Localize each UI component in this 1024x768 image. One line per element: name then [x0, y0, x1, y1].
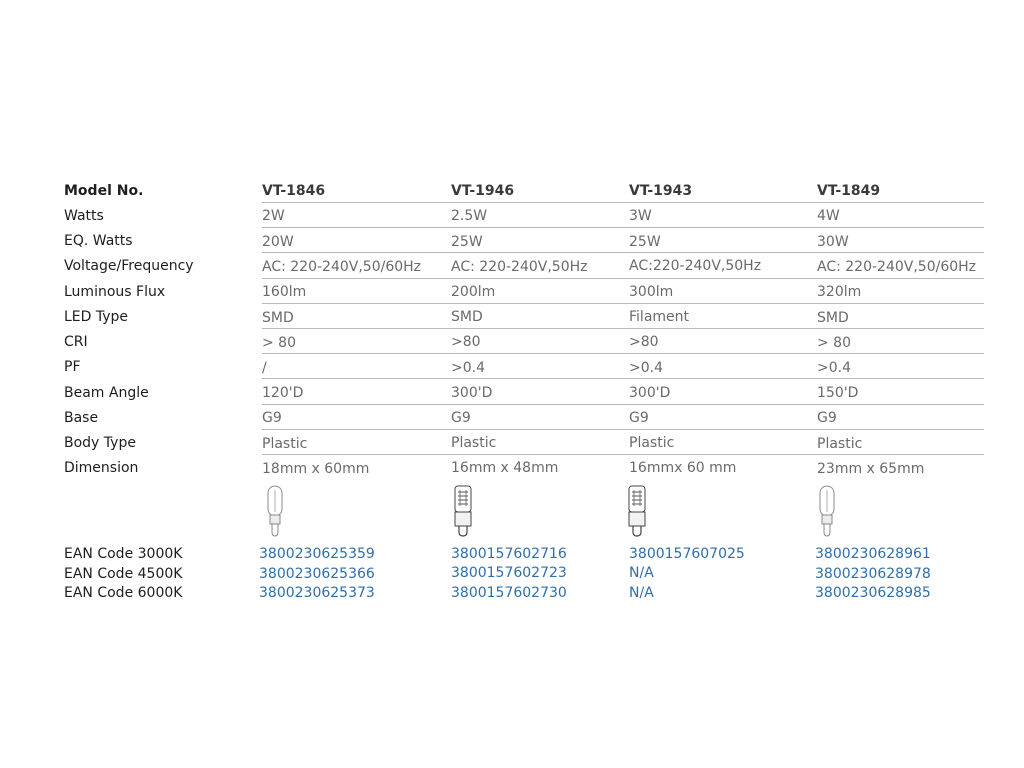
- spec-value: Plastic: [629, 435, 675, 451]
- spec-value: SMD: [262, 310, 294, 326]
- model-name: VT-1946: [451, 183, 515, 199]
- row-label-body-type: Body Type: [64, 435, 136, 451]
- row-divider: [262, 227, 984, 228]
- spec-value: 25W: [451, 234, 483, 250]
- model-no-label: Model No.: [64, 183, 144, 199]
- spec-value: /: [262, 360, 267, 376]
- spec-value: >80: [629, 334, 659, 350]
- ean-code: 3800157607025: [629, 546, 745, 562]
- ean-code: 3800230628985: [815, 585, 931, 601]
- spec-value: 4W: [817, 208, 840, 224]
- spec-value: G9: [817, 410, 837, 426]
- spec-value: 2.5W: [451, 208, 488, 224]
- ean-code: 3800157602716: [451, 546, 567, 562]
- spec-value: 30W: [817, 234, 849, 250]
- row-divider: [262, 252, 984, 253]
- row-label-pf: PF: [64, 359, 81, 375]
- row-divider: [262, 454, 984, 455]
- row-label-luminous-flux: Luminous Flux: [64, 284, 166, 300]
- spec-value: 300'D: [451, 385, 493, 401]
- ean-code: N/A: [629, 585, 654, 601]
- ean-label-6000k: EAN Code 6000K: [64, 585, 183, 601]
- model-name: VT-1846: [262, 183, 326, 199]
- model-name: VT-1943: [629, 183, 693, 199]
- spec-value: Filament: [629, 309, 690, 325]
- row-label-eq-watts: EQ. Watts: [64, 233, 133, 249]
- row-divider: [262, 202, 984, 203]
- ean-label-4500k: EAN Code 4500K: [64, 566, 183, 582]
- spec-value: 200lm: [451, 284, 496, 300]
- spec-value: 150'D: [817, 385, 859, 401]
- ean-code: 3800157602730: [451, 585, 567, 601]
- row-divider: [262, 404, 984, 405]
- row-label-watts: Watts: [64, 208, 104, 224]
- ean-code: 3800157602723: [451, 565, 567, 581]
- row-divider: [262, 378, 984, 379]
- spec-value: G9: [629, 410, 649, 426]
- spec-value: 2W: [262, 208, 285, 224]
- ean-code: N/A: [629, 565, 654, 581]
- ean-code: 3800230625373: [259, 585, 375, 601]
- spec-value: Plastic: [817, 436, 863, 452]
- spec-value: AC: 220-240V,50Hz: [451, 259, 588, 275]
- filament-g9-bulb-icon: [453, 484, 473, 540]
- row-label-cri: CRI: [64, 334, 88, 350]
- smd-g9-bulb-icon: [265, 484, 285, 540]
- row-divider: [262, 429, 984, 430]
- ean-code: 3800230625359: [259, 546, 375, 562]
- spec-value: 16mmx 60 mm: [629, 460, 737, 476]
- row-label-base: Base: [64, 410, 99, 426]
- spec-value: >80: [451, 334, 481, 350]
- spec-value: 300'D: [629, 385, 671, 401]
- spec-value: 18mm x 60mm: [262, 461, 370, 477]
- spec-value: 160lm: [262, 284, 307, 300]
- row-label-beam-angle: Beam Angle: [64, 385, 149, 401]
- spec-value: 120'D: [262, 385, 304, 401]
- row-label-led-type: LED Type: [64, 309, 129, 325]
- spec-value: 20W: [262, 234, 294, 250]
- spec-value: >0.4: [817, 360, 851, 376]
- row-divider: [262, 353, 984, 354]
- spec-value: Plastic: [262, 436, 308, 452]
- spec-value: SMD: [451, 309, 483, 325]
- spec-value: >0.4: [629, 360, 663, 376]
- ean-code: 3800230628961: [815, 546, 931, 562]
- spec-value: 320lm: [817, 284, 862, 300]
- row-label-dimension: Dimension: [64, 460, 139, 476]
- row-divider: [262, 303, 984, 304]
- spec-value: > 80: [262, 335, 296, 351]
- spec-value: 300lm: [629, 284, 674, 300]
- spec-value: AC: 220-240V,50/60Hz: [262, 259, 422, 275]
- spec-value: > 80: [817, 335, 851, 351]
- row-divider: [262, 278, 984, 279]
- spec-value: G9: [262, 410, 282, 426]
- row-divider: [262, 328, 984, 329]
- spec-value: >0.4: [451, 360, 485, 376]
- spec-value: AC: 220-240V,50/60Hz: [817, 259, 977, 275]
- spec-value: Plastic: [451, 435, 497, 451]
- spec-value: 25W: [629, 234, 661, 250]
- row-label-voltage-frequency: Voltage/Frequency: [64, 258, 194, 274]
- spec-value: 3W: [629, 208, 652, 224]
- filament-g9-bulb-icon: [627, 484, 647, 540]
- ean-label-3000k: EAN Code 3000K: [64, 546, 183, 562]
- ean-code: 3800230628978: [815, 566, 931, 582]
- spec-value: SMD: [817, 310, 849, 326]
- ean-code: 3800230625366: [259, 566, 375, 582]
- model-name: VT-1849: [817, 183, 881, 199]
- spec-value: G9: [451, 410, 471, 426]
- spec-value: AC:220-240V,50Hz: [629, 258, 762, 274]
- spec-value: 16mm x 48mm: [451, 460, 559, 476]
- smd-g9-bulb-icon: [817, 484, 837, 540]
- spec-value: 23mm x 65mm: [817, 461, 925, 477]
